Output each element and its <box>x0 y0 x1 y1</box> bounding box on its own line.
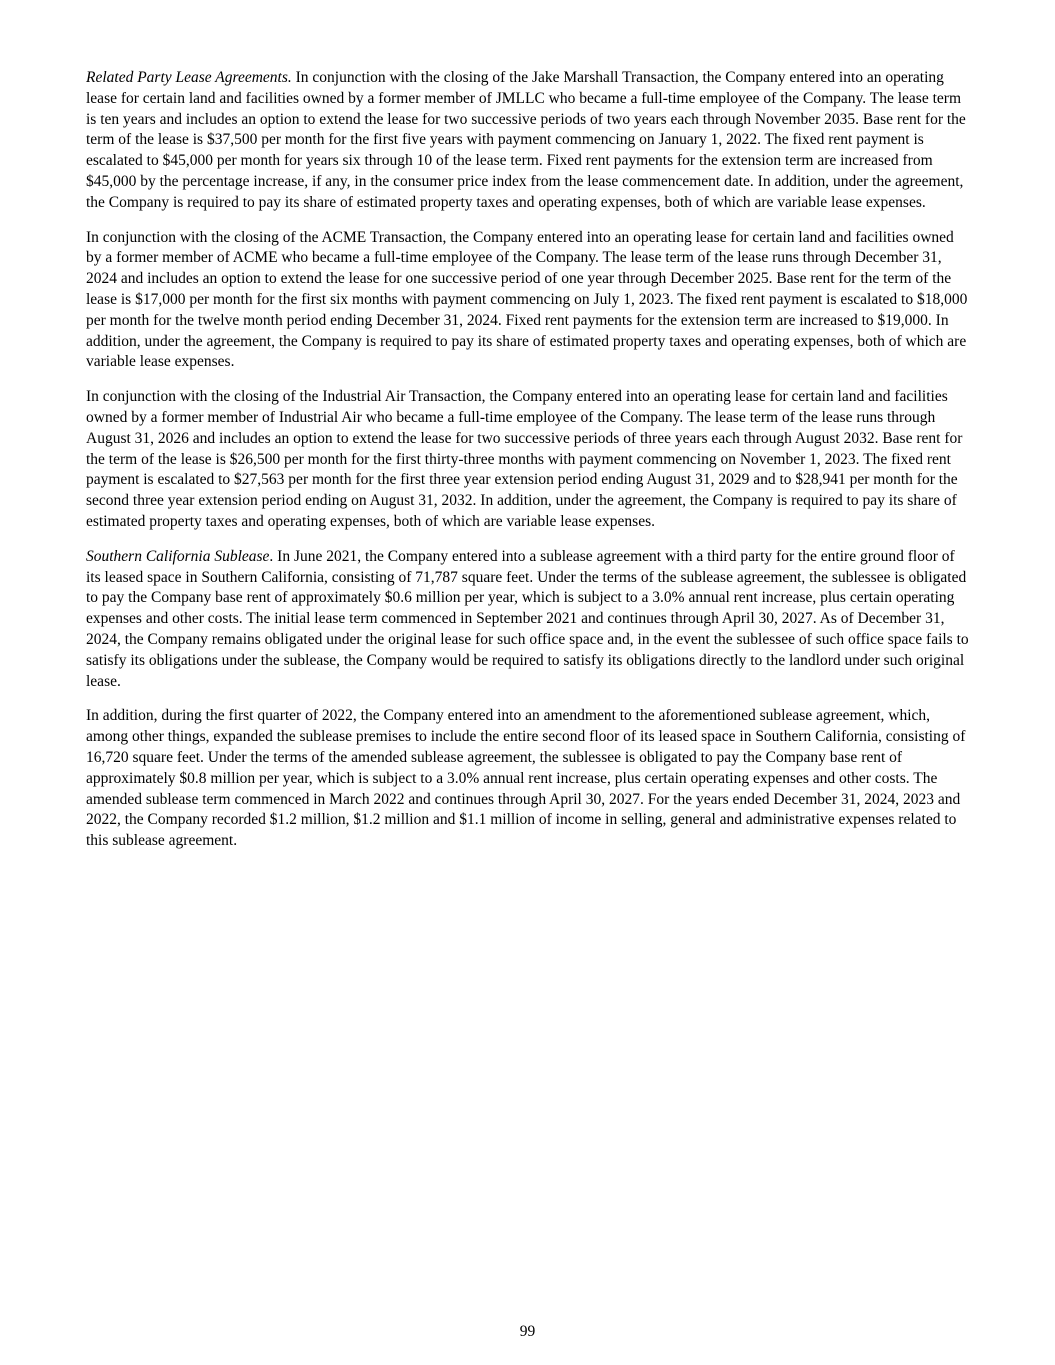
paragraph-industrial-air-lease <box>86 387 970 533</box>
paragraph-heading: Southern California Sublease <box>86 547 270 565</box>
page-number: 99 <box>519 1323 536 1340</box>
paragraph-heading: Related Party Lease Agreements. <box>86 69 292 86</box>
paragraph-text: . In June 2021, the Company entered into a sublease agreement with a third party for the entire ground floor of its leased space in Southern California, consisting of 71,787 square feet. Under the terms of the sublease agreement, the sublessee is obligated to pay the Company base rent of approximately $0.6 million per year, which is subject to a 3.0% annual rent increase, plus certain operating expenses and other costs. The initial lease term commenced in September 2021 and continues through April 30, 2027. As of December 31, 2024, the Company remains obligated under the original lease for such office space and, in the event the sublessee of such office space fails to satisfy its obligations under the sublease, the Company would be required to satisfy its obligations directly to the landlord under such original lease. <box>86 547 969 690</box>
paragraph-southern-california-sublease <box>86 547 970 693</box>
paragraph-text: In addition, during the first quarter of 2022, the Company entered into an amendment to the aforementioned sublease agreement, which, among other things, expanded the sublease premises to include the entire second floor of its leased space in Southern California, consisting of 16,720 square feet. Under the terms of the amended sublease agreement, the sublessee is obligated to pay the Company base rent of approximately $0.8 million per year, which is subject to a 3.0% annual rent increase, plus certain operating expenses and other costs. The amended sublease term commenced in March 2022 and continues through April 30, 2027. For the years ended December 31, 2024, 2023 and 2022, the Company recorded $1.2 million, $1.2 million and $1.1 million of income in selling, general and administrative expenses related to this sublease agreement. <box>86 707 966 850</box>
paragraph-acme-lease <box>86 228 970 374</box>
document-body <box>86 68 970 866</box>
paragraph-text: In conjunction with the closing of the ACME Transaction, the Company entered into an operating lease for certain land and facilities owned by a former member of ACME who became a full-time employee of the Company. The lease term of the lease runs through December 31, 2024 and includes an option to extend the lease for one successive period of one year through December 2025. Base rent for the term of the lease is $17,000 per month for the first six months with payment commencing on July 1, 2023. The fixed rent payment is escalated to $18,000 per month for the twelve month period ending December 31, 2024. Fixed rent payments for the extension term are increased to $19,000. In addition, under the agreement, the Company is required to pay its share of estimated property taxes and operating expenses, both of which are variable lease expenses. <box>86 228 968 371</box>
paragraph-sublease-amendment <box>86 706 970 852</box>
paragraph-text: In conjunction with the closing of the Industrial Air Transaction, the Company entered into an operating lease for certain land and facilities owned by a former member of Industrial Air who became a full-time employee of the Company. The lease term of the lease runs through August 31, 2026 and includes an option to extend the lease for two successive periods of three years each through August 2032. Base rent for the term of the lease is $26,500 per month for the first thirty-three months with payment commencing on November 1, 2023. The fixed rent payment is escalated to $27,563 per month for the first three year extension period ending August 31, 2029 and to $28,941 per month for the second three year extension period ending on August 31, 2032. In addition, under the agreement, the Company is required to pay its share of estimated property taxes and operating expenses, both of which are variable lease expenses. <box>86 388 963 530</box>
paragraph-related-party-lease <box>86 68 970 214</box>
paragraph-text: In conjunction with the closing of the Jake Marshall Transaction, the Company entered into an operating lease for certain land and facilities owned by a former member of JMLLC who became a full-time employee of the Company. The lease term is ten years and includes an option to extend the lease for two successive periods of two years each through November 2035. Base rent for the term of the lease is $37,500 per month for the first five years with payment commencing on January 1, 2022. The fixed rent payment is escalated to $45,000 per month for years six through 10 of the lease term. Fixed rent payments for the extension term are increased from $45,000 by the percentage increase, if any, in the consumer price index from the lease commencement date. In addition, under the agreement, the Company is required to pay its share of estimated property taxes and operating expenses, both of which are variable lease expenses. <box>86 69 966 211</box>
